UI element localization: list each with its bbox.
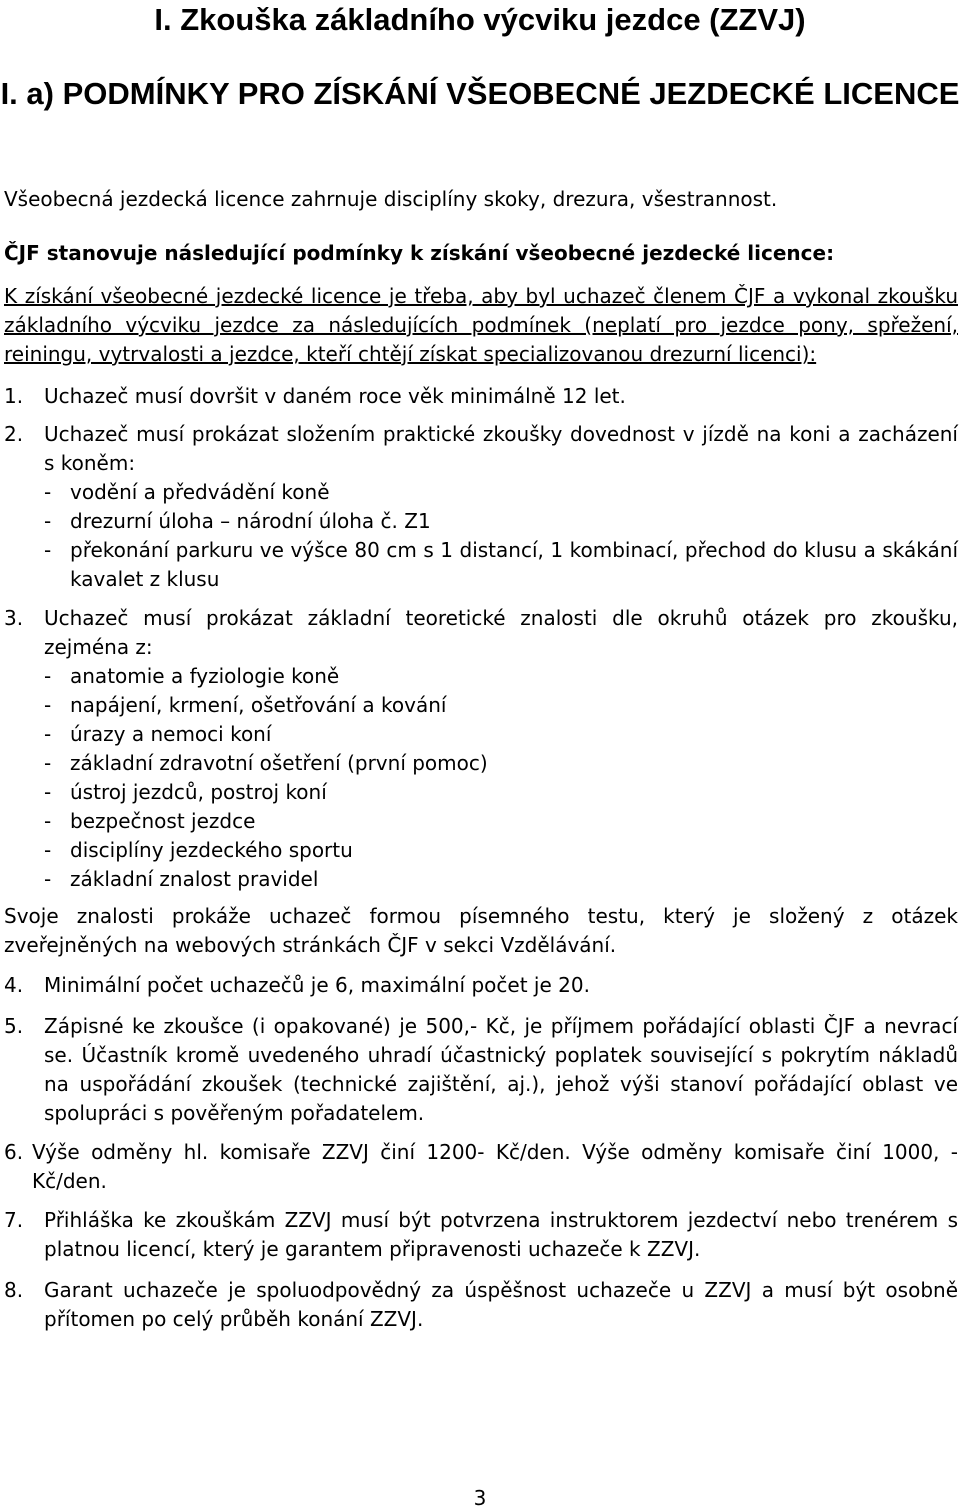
document-title: I. Zkouška základního výcviku jezdce (ZZVJ): [154, 2, 806, 37]
list-item-6: [4, 1138, 958, 1196]
list-item-text: Výše odměny hl. komisaře ZZVJ činí 1200- Kč/den. Výše odměny komisaře činí 1000, - Kč/den.: [32, 1140, 958, 1193]
sub-item: - vodění a předvádění koně: [44, 480, 330, 504]
page-number: 3: [473, 1486, 487, 1510]
list-item-number: 6.: [4, 1140, 24, 1164]
list-item-3: [4, 604, 958, 894]
list-item-2: [4, 420, 958, 594]
sub-item: - disciplíny jezdeckého sportu: [44, 838, 353, 862]
list-item-text: Uchazeč musí prokázat základní teoretické znalosti dle okruhů otázek pro zkoušku, zejména z:: [44, 606, 958, 659]
conditions-heading: ČJF stanovuje následující podmínky k získání všeobecné jezdecké licence:: [4, 241, 835, 265]
list-item-number: 3.: [4, 606, 24, 630]
list-item-7: [4, 1206, 958, 1264]
section-heading: I. a) PODMÍNKY PRO ZÍSKÁNÍ VŠEOBECNÉ JEZDECKÉ LICENCE: [0, 76, 960, 111]
list-item-text: Zápisné ke zkoušce (i opakované) je 500,- Kč, je příjmem pořádající oblasti ČJF a nevrací se. Účastník kromě uvedeného uhradí účastnický poplatek související s pokrytím nákladů na uspořádání zkoušek (technické zajištění, aj.), jehož výši stanoví pořádající oblast ve spolupráci s pověřeným pořadatelem.: [44, 1014, 958, 1125]
list-item-8: [4, 1276, 958, 1334]
sub-item: - ústroj jezdců, postroj koní: [44, 780, 327, 804]
list-item-number: 4.: [4, 973, 24, 997]
sub-item: - drezurní úloha – národní úloha č. Z1: [44, 509, 431, 533]
list-item-number: 2.: [4, 422, 24, 446]
list-item-1: [4, 382, 958, 411]
list-item-number: 7.: [4, 1208, 24, 1232]
list-item-text: Uchazeč musí prokázat složením praktické zkoušky dovednost v jízdě na koni a zacházení s koněm:: [44, 422, 958, 475]
list-item-number: 5.: [4, 1014, 24, 1038]
list-item-5: [4, 1012, 958, 1128]
knowledge-note: Svoje znalosti prokáže uchazeč formou písemného testu, který je složený z otázek zveřejněných na webových stránkách ČJF v sekci Vzdělávání.: [4, 904, 958, 957]
sub-item: - napájení, krmení, ošetřování a kování: [44, 693, 447, 717]
sub-item: - anatomie a fyziologie koně: [44, 664, 340, 688]
list-item-4: [4, 971, 958, 1000]
list-item-text: Přihláška ke zkouškám ZZVJ musí být potvrzena instruktorem jezdectví nebo trenérem s platnou licencí, který je garantem připravenosti uchazeče k ZZVJ.: [44, 1208, 958, 1261]
sub-item: - základní znalost pravidel: [44, 867, 319, 891]
sub-item: - bezpečnost jezdce: [44, 809, 256, 833]
sub-item: - základní zdravotní ošetření (první pomoc): [44, 751, 488, 775]
list-item-number: 1.: [4, 384, 24, 408]
list-item-number: 8.: [4, 1278, 24, 1302]
sub-item: - úrazy a nemoci koní: [44, 722, 272, 746]
intro-paragraph: Všeobecná jezdecká licence zahrnuje disciplíny skoky, drezura, všestrannost.: [4, 187, 778, 211]
list-item-text: Minimální počet uchazečů je 6, maximální počet je 20.: [44, 973, 590, 997]
conditions-paragraph: K získání všeobecné jezdecké licence je třeba, aby byl uchazeč členem ČJF a vykonal zkoušku základního výcviku jezdce za následujících podmínek (neplatí pro jezdce pony, spřežení, reiningu, vytrvalosti a jezdce, kteří chtějí získat specializovanou drezurní licenci):: [4, 284, 958, 366]
list-item-text: Garant uchazeče je spoluodpovědný za úspěšnost uchazeče u ZZVJ a musí být osobně přítomen po celý průběh konání ZZVJ.: [44, 1278, 958, 1331]
sub-item: - překonání parkuru ve výšce 80 cm s 1 distancí, 1 kombinací, přechod do klusu a skákání kavalet z klusu: [44, 538, 958, 591]
list-item-text: Uchazeč musí dovršit v daném roce věk minimálně 12 let.: [44, 384, 626, 408]
